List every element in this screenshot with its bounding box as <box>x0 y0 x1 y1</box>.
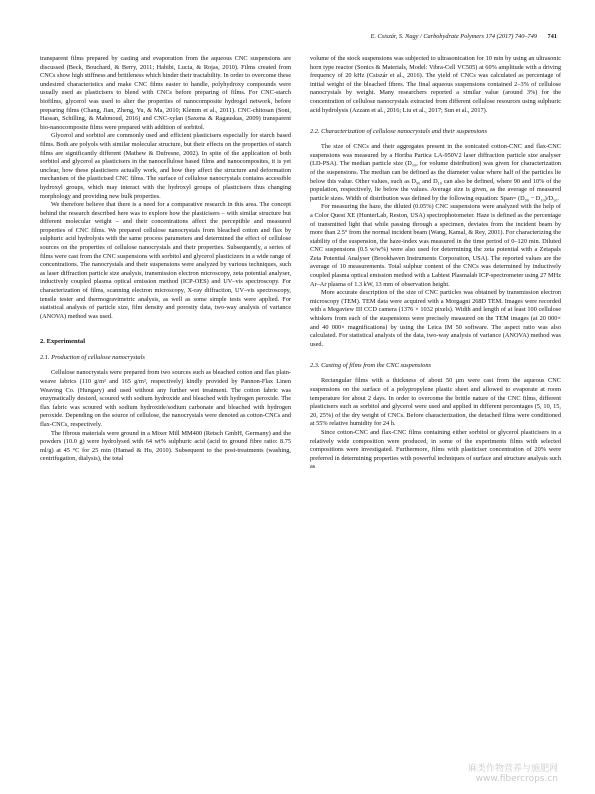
left-column <box>40 55 291 464</box>
paragraph: volume of the stock suspensions was subjected to ultrasonication for 10 min by using an ultrasonic horn type reactor (Sonics & Materials, Model: Vibra-Cell VC505) at 60% amplitude with a driving frequency of 20 kHz (Csiszár et al., 2016). The yield of CNCs was calculated as percentage of initial weight of the bleached fibres. The final aqueous suspensions contained 2–3% of cellulose nanocrystals by weight. Many researchers reported a similar value (around 3%) for the concentration of cellulose nanocrystals extracted from different cellulose resources using sulphuric acid hydrolysis (Azzam et al., 2016; Liu et al., 2017; Sun et al., 2017). <box>310 55 561 114</box>
subsection-heading-2-2: 2.2. Characterization of cellulose nanocrystals and their suspensions <box>310 128 487 136</box>
paragraph: Rectangular films with a thickness of about 50 μm were cast from the aqueous CNC suspensions on the surface of a polypropylene plastic sheet and allowed to evaporate at room temperature for about 2 days. In order to overcome the brittle nature of the CNC films, different plasticisers such as sorbitol and glycerol were used and applied in different percentages (5, 10, 15, 20, 25%) of the dry weight of CNCs. Before characterization, the detached films were conditioned at 55% relative humidity for 24 h. <box>310 377 561 428</box>
paragraph: More accurate description of the size of CNC particles was obtained by transmission electron microscopy (TEM). TEM data were acquired with a Morgagni 268D TEM. Images were recorded with a Megaview III CCD camera (1376 × 1032 pixels). Width and length of at least 100 cellulose whiskers from each of the suspensions were precisely measured on the TEM images (at 20 000× and 40 000× magnifications) by using the Leica IM 50 software. The aspect ratio was also calculated. For statistical analysis of the data, two-way analysis of variance (ANOVA) method was used. <box>310 289 561 348</box>
paragraph: We therefore believe that there is a need for a comparative research in this area. The concept behind the research described here was to explore how the plasticisers – with similar structure but different molecular weight – and their concentrations affect the perceptible and measured properties of CNC films. We prepared cellulose nanocrystals from bleached cotton and flax by sulphuric acid hydrolysis with the same process parameters and determined the effect of cellulose sources on the properties of cellulose nanocrystals and their properties. Subsequently, a series of films were cast from the CNC suspensions with sorbitol and glycerol plasticizers in a wide range of concentrations. The nanocrystals and their suspensions were analyzed by various techniques, such as laser diffraction particle size analysis, transmission electron microscopy, zeta potential analyser, inductively coupled plasma optical emission method (ICP-OES) and UV–vis spectroscopy. For characterization of films, scanning electron microscopy, X-ray diffraction, UV–vis spectroscopy, tensile tester and thermogravimetric analysis, as well as some simple tests were applied. For statistical analysis of particle size, film density and porosity data, two-way analysis of variance (ANOVA) method was used. <box>40 201 291 320</box>
page-number: 741 <box>547 33 557 40</box>
paragraph: The size of CNCs and their aggregates present in the sonicated cotton-CNC and flax-CNC suspensions was measured by a Horiba Partica LA-950V2 laser diffraction particle size analyser (LD-PSA). The median particle size (D₅₀, for volume distribution) was given for characterization of the suspensions. The median can be defined as the diameter value where half of the particles lie below this value. Other values, such as D₉₀ and D₁₀ can also be defined, where 90 and 10% of the population, respectively, lie below the values. Average size is given, as the average of measured particle sizes. Width of distribution was defined by the following equation: Span= (D₉₀ − D₁₀)/D₅₀. <box>310 143 561 202</box>
section-heading-experimental: 2. Experimental <box>40 338 86 346</box>
watermark-line-2: www.fibercrops.cn <box>475 774 559 784</box>
paragraph: transparent films prepared by casting and evaporation from the aqueous CNC suspensions are discussed (Beck, Bouchard, & Berry, 2011; Habibi, Lucia, & Rojas, 2010). Films created from CNCs show high stiffness and brittleness which hinder their tractability. In order to overcome these undesired characteristics and make CNC films easier to handle, polyhydroxy compounds were usually used as plasticisers to blend with CNCs before preparing of films. For CNC-starch biofilms, glycerol was used to alter the properties of nanocomposite hydrogel network, before preparing films (Chang, Jian, Zheng, Yu, & Ma, 2010; Klemm et al., 2011). CNC-chitosan (Soni, Hassan, Schilling, & Mahmoud, 2016) and CNC-xylan (Saxena & Ragauskas, 2009) transparent bio-nanocomposite films were prepared with addition of sorbitol. <box>40 55 291 131</box>
paragraph: For measuring the haze, the diluted (0.05%) CNC suspensions were analyzed with the help of a Color Quest XE (HunterLab, Reston, USA) spectrophotometer. Haze is defined as the percentage of transmitted light that while passing through a specimen, deviates from the incident beam by more than 2.5° from the normal incident beam (Wang, Kamal, & Rey, 2001). For characterizing the stability of the suspension, the haze-index was measured in the time period of 0–120 min. Diluted CNC suspensions (0.5 w/w%) were also used for determining the zeta potential with a Zetapals Zeta Potential Analyser (Brookhaven Instruments Corporation, USA). The reported values are the average of 10 measurements. Total sulphur content of the CNCs was determined by inductively coupled plasma optical emission method with a Labtest Plasmalab ICP-spectrometer using 27 MHz Ar–Ar plasma of 1.3 kW, 13 mm of observation height. <box>310 203 561 288</box>
running-header <box>0 33 595 45</box>
paragraph: Cellulose nanocrystals were prepared from two sources such as bleached cotton and flax plain-weave fabrics (110 g/m² and 165 g/m², respectively) kindly provided by Pannon-Flax Linen Weaving Co. (Hungary) and used without any further wet treatment. The cotton fabric was enzymatically desized, scoured with sodium hydroxide and bleached with hydrogen peroxide. The flax fabric was scoured with sodium hydroxide/sodium carbonate and bleached with hydrogen peroxide. Depending on the source of cellulose, the nanocrystals were denoted as cotton-CNCs and flax-CNCs, respectively. <box>40 369 291 428</box>
paragraph: The fibrous materials were ground in a Mixer Mill MM400 (Retsch GmbH, Germany) and the powders (10.0 g) were hydrolysed with 64 wt% sulphuric acid (acid to ground fibre ratio: 8.75 ml/g) at 45 °C for 25 min (Hamad & Hu, 2010). Subsequent to the post-treatments (washing, centrifugation, dialysis), the total <box>40 429 291 463</box>
subsection-heading-2-3: 2.3. Casting of films from the CNC suspensions <box>310 362 432 370</box>
running-head-citation: E. Csiszár, S. Nagy / Carbohydrate Polymers 174 (2017) 740–749 <box>370 33 537 40</box>
watermark <box>468 764 558 784</box>
watermark-line-1: 麻类作物营养与施肥网 <box>468 764 559 774</box>
paragraph: Since cotton-CNC and flax-CNC films containing either sorbitol or glycerol plasticisers in a relatively wide composition were produced, in some of the experiments films with selected compositions were investigated. Furthermore, films with plasticiser concentration of 20% were preferred in determining properties with powerful techniques of surface and structure analysis such as <box>310 428 561 471</box>
right-column <box>310 55 561 472</box>
paragraph: Glycerol and sorbitol are commonly used and efficient plasticisers especially for starch based films. Both are polyols with similar molecular structure, but their effects on the properties of starch films are significantly different (Mathew & Dufresne, 2002). In spite of the application of both sorbitol and glycerol as plasticisers in the nanocellulose based films and nanocomposites, it is yet unclear, how these plasticisers actually work, and how they affect the structure and deformation mechanism of the plasticised CNC films. The surface of cellulose nanocrystals contains accessible hydroxyl groups, which may interact with the hydroxyl groups of plasticisers thus changing morphology and providing new bulk properties. <box>40 132 291 200</box>
subsection-heading-2-1: 2.1. Production of cellulose nanocrystals <box>40 354 145 362</box>
